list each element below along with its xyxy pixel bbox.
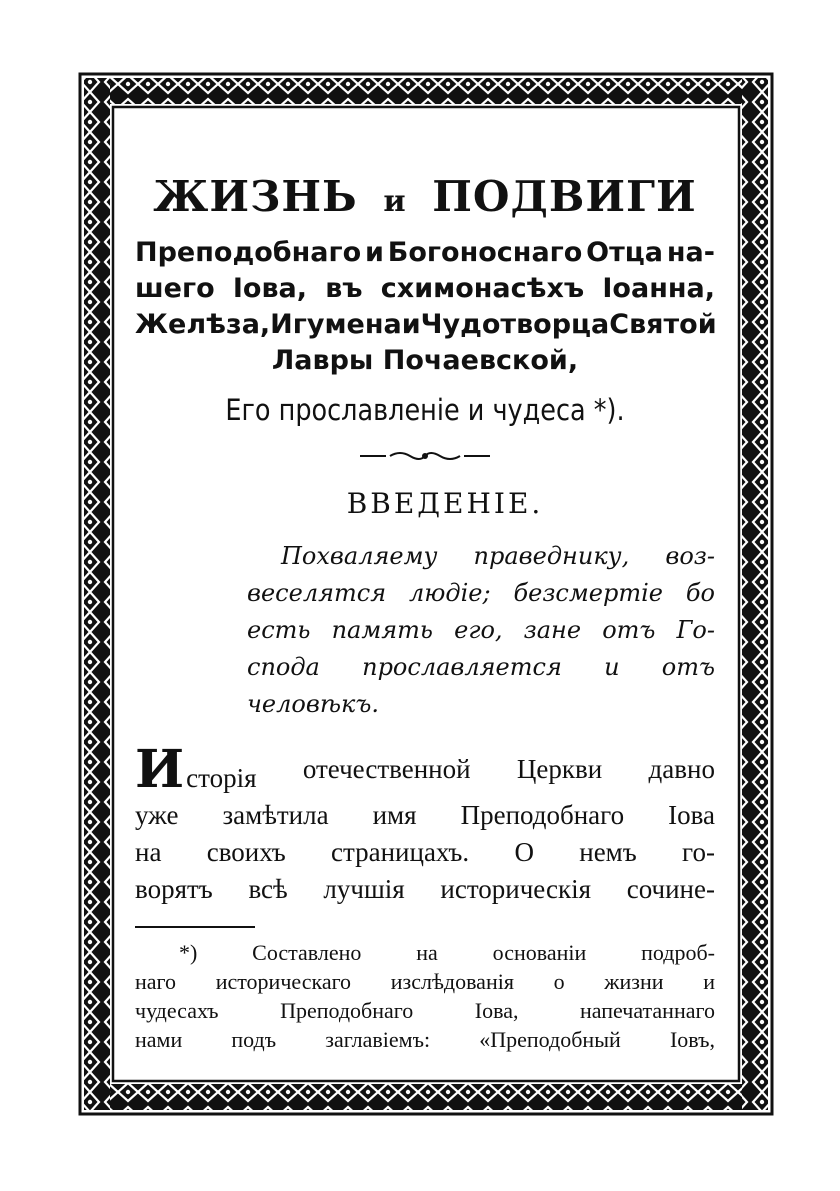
word: немъ: [579, 837, 637, 867]
word: прославляется: [362, 653, 562, 681]
word: подроб-: [641, 940, 715, 965]
word: отъ: [661, 653, 715, 681]
page-title: [135, 172, 715, 221]
word: своихъ: [206, 837, 286, 867]
word: о: [553, 969, 565, 994]
word: отъ: [602, 616, 656, 644]
word: страницахъ.: [331, 837, 470, 867]
word: изслѣдованія: [390, 969, 514, 994]
word: Святой: [609, 309, 717, 340]
glorification-line: Его прославленіе и чудеса *).: [225, 393, 625, 427]
section-heading: ВВЕДЕНІЕ.: [346, 487, 544, 520]
body-line: [135, 871, 715, 908]
word: Похваляему: [281, 542, 438, 570]
word: на: [416, 940, 438, 965]
word: память: [331, 616, 433, 644]
footnote: [135, 938, 715, 1054]
epigraph-line: [247, 612, 715, 649]
word: людіе;: [408, 579, 491, 607]
word: подъ: [231, 1027, 277, 1052]
epigraph: [247, 538, 715, 723]
word: есть: [247, 616, 311, 644]
word: [135, 739, 257, 800]
subtitle-line: [135, 307, 715, 343]
word: безсмертіе: [513, 579, 663, 607]
page-content: [135, 120, 715, 1054]
word: шего: [135, 273, 215, 304]
word: веселятся: [247, 579, 387, 607]
word: Составлено: [252, 940, 362, 965]
word: въ: [325, 273, 363, 304]
word: зане: [523, 616, 582, 644]
footnote-line: [135, 1025, 715, 1054]
word: на: [135, 837, 162, 867]
body-text: [135, 739, 715, 908]
subtitle: [135, 235, 715, 379]
word: имя: [372, 800, 417, 830]
word: нами: [135, 1027, 183, 1052]
word: спода: [247, 653, 320, 681]
word: Преподобнаго: [280, 998, 414, 1023]
footnote-line: [135, 967, 715, 996]
word: Отца: [586, 237, 664, 268]
word: го-: [682, 837, 715, 867]
word: Іова,: [232, 273, 308, 304]
drop-cap: И: [135, 739, 185, 800]
body-line: [135, 739, 715, 800]
footnote-line: [135, 938, 715, 967]
epigraph-line: [247, 575, 715, 612]
subtitle-line: [135, 235, 715, 271]
subtitle-line: [135, 271, 715, 307]
word: и: [401, 309, 421, 340]
epigraph-last-line: человѣкъ.: [247, 690, 379, 718]
word: замѣтила: [222, 800, 329, 830]
footnote-line: [135, 996, 715, 1025]
word: О: [514, 837, 534, 867]
word: Преподобнаго: [135, 237, 362, 268]
word: сочине-: [626, 874, 715, 904]
word: Желѣза,: [135, 309, 271, 340]
word: жизни: [604, 969, 664, 994]
body-line: [135, 834, 715, 871]
word: историческаго: [215, 969, 352, 994]
word: отечественной: [302, 754, 471, 784]
footnote-rule: [135, 926, 255, 928]
word: Іова,: [474, 998, 519, 1023]
word: Богоноснаго: [387, 237, 583, 268]
word: всѣ: [248, 874, 288, 904]
divider-ornament: [360, 449, 490, 463]
word: Го-: [676, 616, 715, 644]
word: *): [179, 940, 198, 965]
word: бо: [685, 579, 715, 607]
word: Іоанна,: [602, 273, 715, 304]
word: основаніи: [492, 940, 587, 965]
title-part-2: ПОДВИГИ: [432, 172, 697, 221]
epigraph-line: [247, 538, 715, 575]
word: Церкви: [516, 754, 603, 784]
word: Чудотворца: [420, 309, 610, 340]
word: Преподобнаго: [460, 800, 625, 830]
title-conjunction: и: [383, 184, 407, 219]
word: ворятъ: [135, 874, 213, 904]
word: уже: [135, 800, 179, 830]
word: заглавіемъ:: [325, 1027, 431, 1052]
word: давно: [648, 754, 715, 784]
word: и: [604, 653, 620, 681]
body-line: [135, 797, 715, 834]
word: «Преподобный: [479, 1027, 621, 1052]
word: воз-: [665, 542, 715, 570]
word: напечатаннаго: [580, 998, 715, 1023]
word: и: [365, 237, 384, 268]
word: историческія: [440, 874, 591, 904]
word: и: [703, 969, 715, 994]
word: лучшія: [323, 874, 405, 904]
word: чудесахъ: [135, 998, 219, 1023]
word: Іовъ,: [669, 1027, 715, 1052]
word: Игумена: [270, 309, 402, 340]
word: праведнику,: [473, 542, 630, 570]
word: на-: [666, 237, 715, 268]
title-part-1: ЖИЗНЬ: [153, 172, 358, 221]
word: его,: [454, 616, 503, 644]
word: сторія: [186, 763, 257, 793]
word: схимонасѣхъ: [380, 273, 585, 304]
subtitle-last-line: Лавры Почаевской,: [271, 345, 579, 376]
epigraph-line: [247, 649, 715, 686]
word: наго: [135, 969, 177, 994]
word: Іова: [668, 800, 715, 830]
